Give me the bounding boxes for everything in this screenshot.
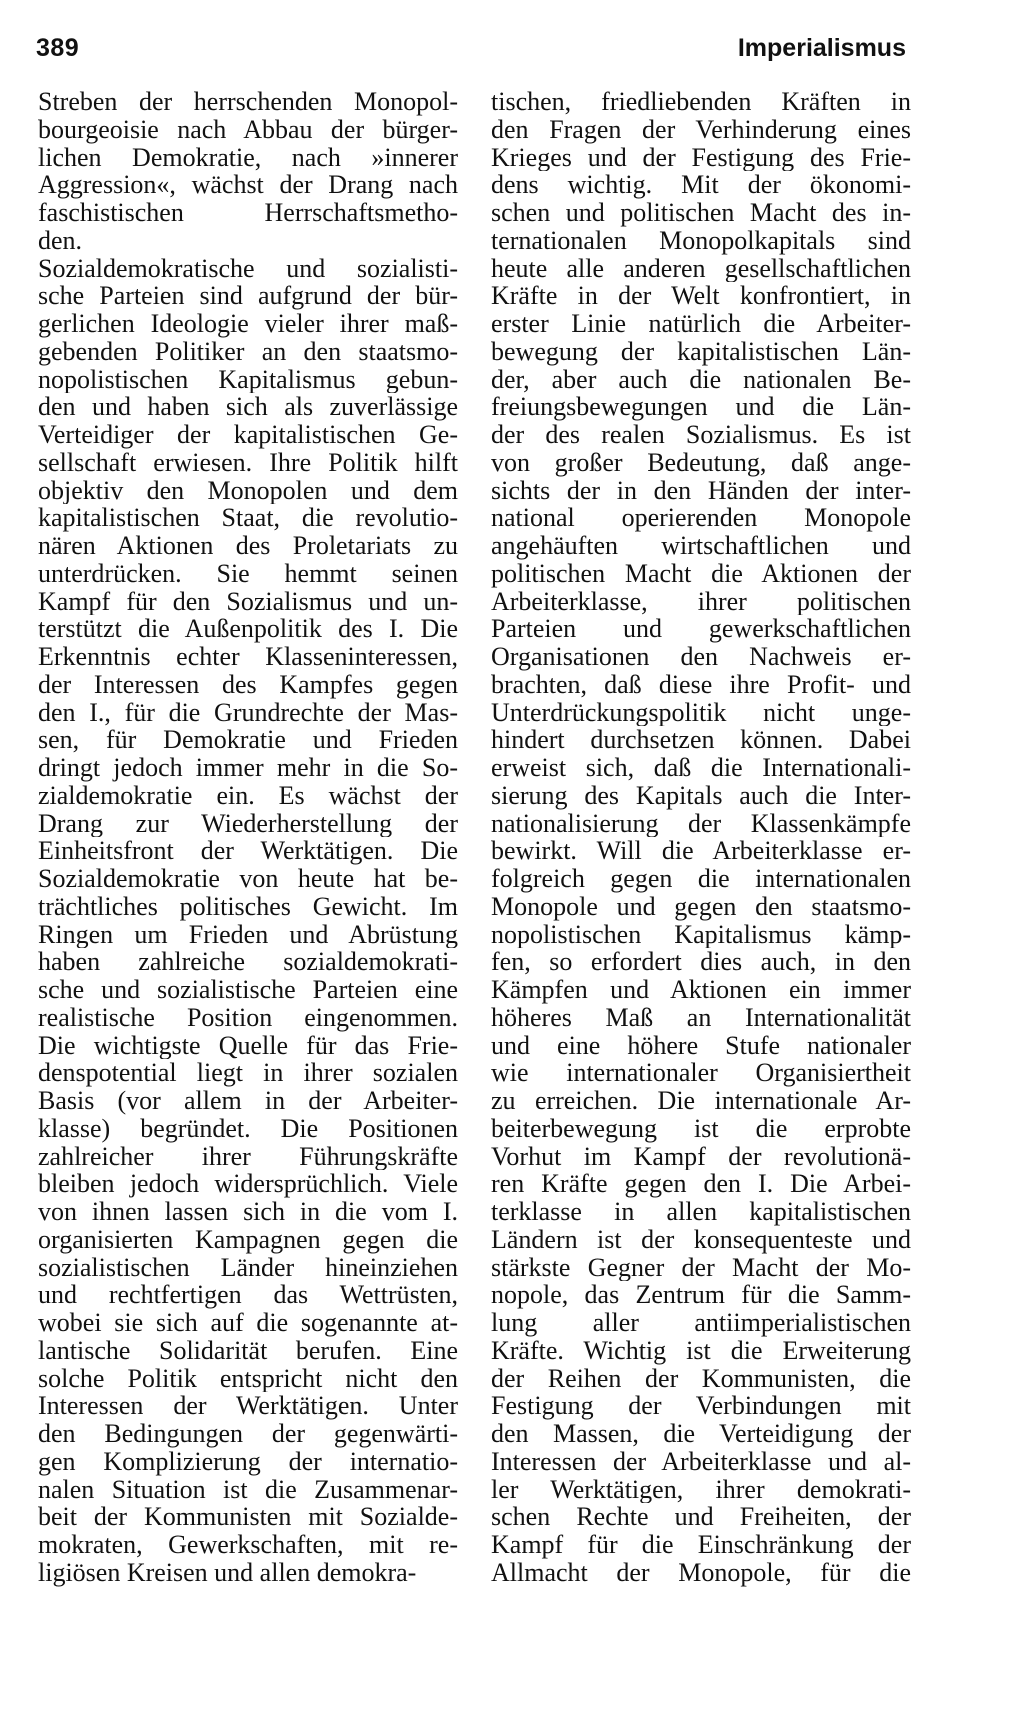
- page-header: [36, 34, 906, 74]
- text-line: ternationalen Monopolkapitals sind: [491, 226, 911, 255]
- text-line: den Massen, die Verteidigung der: [491, 1420, 911, 1448]
- text-line: Organisationen den Nachweis er-: [491, 643, 911, 671]
- text-line: zu erreichen. Die internationale Ar-: [491, 1087, 911, 1115]
- text-line: sche Parteien sind aufgrund der bür-: [38, 282, 458, 310]
- text-line: den Bedingungen der gegenwärti-: [38, 1420, 458, 1448]
- text-line: solche Politik entspricht nicht den: [38, 1364, 458, 1393]
- text-line: sen, für Demokratie und Frieden: [38, 726, 458, 754]
- text-line: objektiv den Monopolen und dem: [38, 476, 458, 505]
- text-column-right: [491, 88, 911, 1587]
- text-line: tischen, friedliebenden Kräften in: [491, 88, 911, 116]
- text-line: Verteidiger der kapitalistischen Ge-: [38, 421, 458, 449]
- text-line: bleiben jedoch widersprüchlich. Viele: [38, 1170, 458, 1198]
- text-line: und rechtfertigen das Wettrüsten,: [38, 1281, 458, 1309]
- text-line: Ländern ist der konsequenteste und: [491, 1225, 911, 1254]
- text-line: klasse) begründet. Die Positionen: [38, 1114, 458, 1143]
- text-line: zialdemokratie ein. Es wächst der: [38, 781, 458, 810]
- text-line: erster Linie natürlich die Arbeiter-: [491, 310, 911, 338]
- text-line: Parteien und gewerkschaftlichen: [491, 615, 911, 643]
- text-line: Krieges und der Festigung des Frie-: [491, 143, 911, 172]
- text-line: bourgeoisie nach Abbau der bürger-: [38, 115, 458, 144]
- text-line: Kräfte in der Welt konfrontiert, in: [491, 282, 911, 310]
- text-line: dringt jedoch immer mehr in die So-: [38, 754, 458, 782]
- page-number: 389: [36, 34, 80, 62]
- text-line: sozialistischen Länder hineinziehen: [38, 1253, 458, 1282]
- text-line: stärkste Gegner der Macht der Mo-: [491, 1253, 911, 1282]
- text-line: hindert durchsetzen können. Dabei: [491, 726, 911, 754]
- text-line: Interessen der Arbeiterklasse und al-: [491, 1447, 911, 1476]
- text-line: der Interessen des Kampfes gegen: [38, 670, 458, 699]
- text-line: angehäuften wirtschaftlichen und: [491, 532, 911, 560]
- text-line: erweist sich, daß die Internationali-: [491, 754, 911, 782]
- text-line: der des realen Sozialismus. Es ist: [491, 421, 911, 449]
- text-line: Interessen der Werktätigen. Unter: [38, 1392, 458, 1420]
- text-line: gerlichen Ideologie vieler ihrer maß-: [38, 310, 458, 338]
- text-line: der, aber auch die nationalen Be-: [491, 365, 911, 394]
- text-line: ler Werktätigen, ihrer demokrati-: [491, 1475, 911, 1504]
- text-line: Kampf für den Sozialismus und un-: [38, 587, 458, 616]
- text-line: schen und politischen Macht des in-: [491, 199, 911, 227]
- text-line: fen, so erfordert dies auch, in den: [491, 948, 911, 976]
- text-line: sche und sozialistische Parteien eine: [38, 976, 458, 1004]
- text-line: Sozialdemokratie von heute hat be-: [38, 865, 458, 893]
- text-line: beit der Kommunisten mit Sozialde-: [38, 1503, 458, 1531]
- text-line: trächtliches politisches Gewicht. Im: [38, 892, 458, 921]
- running-head: Imperialismus: [737, 34, 906, 62]
- text-line: Basis (vor allem in der Arbeiter-: [38, 1087, 458, 1115]
- text-line: Kräfte. Wichtig ist die Erweiterung: [491, 1336, 911, 1365]
- text-line: unterdrücken. Sie hemmt seinen: [38, 559, 458, 588]
- text-line: realistische Position eingenommen.: [38, 1003, 458, 1032]
- text-line: kapitalistischen Staat, die revolutio-: [38, 504, 458, 532]
- text-line: folgreich gegen die internationalen: [491, 865, 911, 893]
- text-line: Aggression«, wächst der Drang nach: [38, 171, 458, 199]
- text-line: ligiösen Kreisen und allen demokra-: [38, 1558, 417, 1587]
- text-line: freiungsbewegungen und die Län-: [491, 393, 911, 421]
- text-line: Monopole und gegen den staatsmo-: [491, 892, 911, 921]
- text-line: von großer Bedeutung, daß ange-: [491, 448, 911, 477]
- text-line: terklasse in allen kapitalistischen: [491, 1198, 911, 1226]
- text-line: den.: [38, 226, 83, 255]
- text-line: lantische Solidarität berufen. Eine: [38, 1336, 458, 1365]
- text-line: höheres Maß an Internationalität: [491, 1003, 911, 1032]
- text-line: mokraten, Gewerkschaften, mit re-: [38, 1531, 458, 1559]
- text-line: bewegung der kapitalistischen Län-: [491, 337, 911, 366]
- text-line: ren Kräfte gegen den I. Die Arbei-: [491, 1170, 911, 1198]
- text-line: faschistischen Herrschaftsmetho-: [38, 199, 458, 227]
- text-line: Vorhut im Kampf der revolutionä-: [491, 1142, 911, 1171]
- text-line: Kampf für die Einschränkung der: [491, 1531, 911, 1559]
- text-line: Allmacht der Monopole, für die: [491, 1558, 911, 1587]
- text-line: Kämpfen und Aktionen ein immer: [491, 976, 911, 1004]
- text-line: sellschaft erwiesen. Ihre Politik hilft: [38, 448, 458, 477]
- text-line: Die wichtigste Quelle für das Frie-: [38, 1031, 458, 1060]
- text-line: gebenden Politiker an den staatsmo-: [38, 337, 458, 366]
- text-line: nationalisierung der Klassenkämpfe: [491, 809, 911, 838]
- text-line: brachten, daß diese ihre Profit- und: [491, 670, 911, 699]
- text-line: schen Rechte und Freiheiten, der: [491, 1503, 911, 1531]
- text-line: Sozialdemokratische und sozialisti-: [38, 254, 458, 283]
- text-line: nopolistischen Kapitalismus gebun-: [38, 365, 458, 394]
- text-line: nopolistischen Kapitalismus kämp-: [491, 920, 911, 949]
- text-line: denspotential liegt in ihrer sozialen: [38, 1059, 458, 1087]
- text-line: Drang zur Wiederherstellung der: [38, 809, 458, 838]
- text-line: Arbeiterklasse, ihrer politischen: [491, 587, 911, 616]
- text-line: politischen Macht die Aktionen der: [491, 559, 911, 588]
- text-line: lung aller antiimperialistischen: [491, 1309, 911, 1337]
- text-line: haben zahlreiche sozialdemokrati-: [38, 948, 458, 976]
- text-line: national operierenden Monopole: [491, 504, 911, 532]
- text-line: beiterbewegung ist die erprobte: [491, 1114, 911, 1143]
- text-line: dens wichtig. Mit der ökonomi-: [491, 171, 911, 199]
- text-line: Einheitsfront der Werktätigen. Die: [38, 837, 458, 865]
- text-column-left: [38, 88, 458, 1587]
- text-line: Festigung der Verbindungen mit: [491, 1392, 911, 1420]
- text-line: heute alle anderen gesellschaftlichen: [491, 254, 911, 283]
- text-line: lichen Demokratie, nach »innerer: [38, 143, 458, 172]
- text-line: den und haben sich als zuverlässige: [38, 393, 458, 421]
- text-line: wobei sie sich auf die sogenannte at-: [38, 1309, 458, 1337]
- text-line: Ringen um Frieden und Abrüstung: [38, 920, 458, 949]
- text-line: bewirkt. Will die Arbeiterklasse er-: [491, 837, 911, 865]
- text-line: gen Komplizierung der internatio-: [38, 1447, 458, 1476]
- text-line: organisierten Kampagnen gegen die: [38, 1225, 458, 1254]
- text-line: wie internationaler Organisiertheit: [491, 1059, 911, 1087]
- text-line: der Reihen der Kommunisten, die: [491, 1364, 911, 1393]
- text-line: sierung des Kapitals auch die Inter-: [491, 781, 911, 810]
- text-line: terstützt die Außenpolitik des I. Die: [38, 615, 458, 643]
- text-line: den I., für die Grundrechte der Mas-: [38, 698, 458, 727]
- text-line: zahlreicher ihrer Führungskräfte: [38, 1142, 458, 1171]
- text-line: sichts der in den Händen der inter-: [491, 476, 911, 505]
- text-line: und eine höhere Stufe nationaler: [491, 1031, 911, 1060]
- text-line: von ihnen lassen sich in die vom I.: [38, 1198, 458, 1226]
- text-line: Streben der herrschenden Monopol-: [38, 88, 458, 116]
- text-line: Erkenntnis echter Klasseninteressen,: [38, 643, 458, 671]
- text-line: den Fragen der Verhinderung eines: [491, 115, 911, 144]
- text-line: Unterdrückungspolitik nicht unge-: [491, 698, 911, 727]
- text-line: nalen Situation ist die Zusammenar-: [38, 1475, 458, 1504]
- text-line: nären Aktionen des Proletariats zu: [38, 532, 458, 560]
- text-line: nopole, das Zentrum für die Samm-: [491, 1281, 911, 1309]
